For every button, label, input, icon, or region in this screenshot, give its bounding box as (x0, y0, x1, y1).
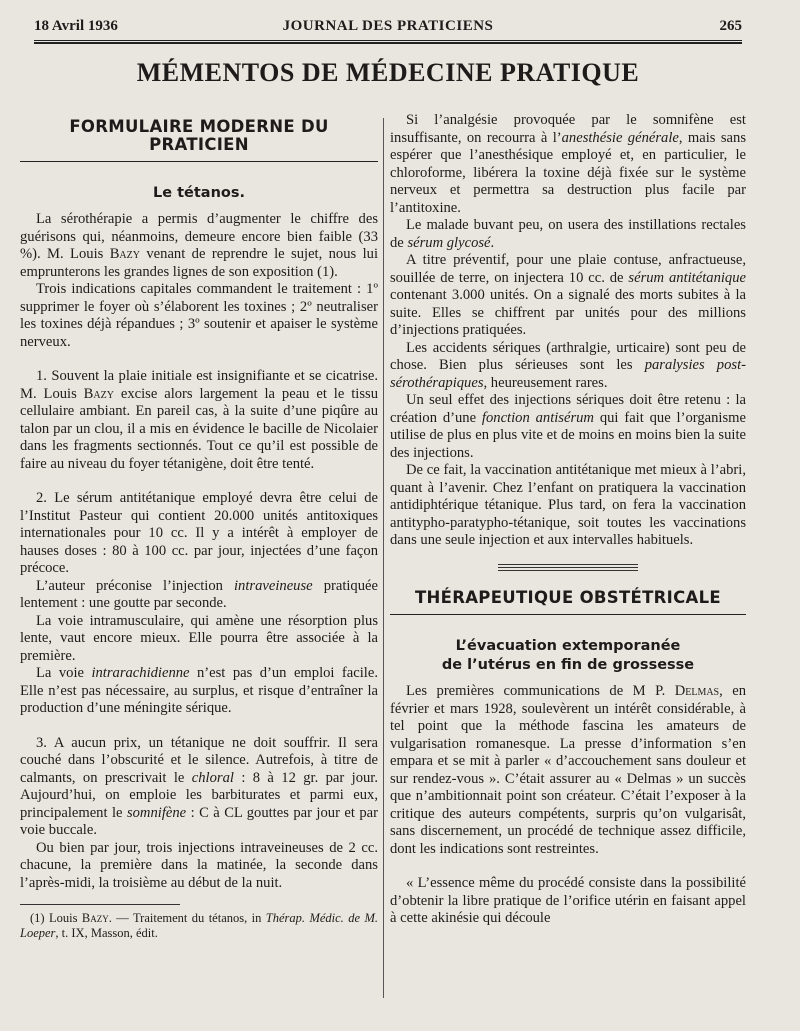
paragraph: Trois indications capitales commandent le traitement : 1º supprimer le foyer où s’élaborent les toxines ; 2º neutraliser les toxines déjà répandues ; 3º soutenir et apaiser le système nerveux. (20, 281, 378, 350)
paragraph: De ce fait, la vaccination antitétanique met mieux à l’abri, quant à l’avenir. Chez l’enfant on pratiquera la vaccination antidiphtérique tétanique. Plus tard, on fera la vaccination antitypho-paratypho-tétanique, soit toutes les vaccinations dans une seule injection et aux intervalles habituels. (390, 462, 746, 548)
paragraph: Les accidents sériques (arthralgie, urticaire) sont peu de chose. Bien plus sérieuses sont les paralysies post-sérothérapiques, heureusement rares. (390, 339, 746, 391)
paragraph: « L’essence même du procédé consiste dans la possibilité d’obtenir la libre pratique de l’orifice utérin en faisant appel à cette akinésie qui découle (390, 875, 746, 926)
paragraph: Ou bien par jour, trois injections intraveineuses de 2 cc. chacune, la première dans la matinée, la seconde dans l’après-midi, la troisième au début de la nuit. (20, 839, 378, 891)
section-heading-obstetricale: THÉRAPEUTIQUE OBSTÉTRICALE (415, 587, 721, 607)
column-divider (383, 118, 384, 998)
header-rule-thick (34, 42, 742, 44)
paragraph: Si l’analgésie provoquée par le somnifène est insuffisante, on recourra à l’anesthésie générale, mais sans espérer que l’anesthésique employé et, en particulier, le chloroforme, libérera la toxine déjà fixée sur le système nerveux et permettra sa destruction plus facile par l’antitoxine. (390, 112, 746, 216)
paragraph: La voie intramusculaire, qui amène une résorption plus lente, vaut encore mieux. Elle pourra être associée à la première. (20, 612, 378, 664)
header-rule (34, 40, 742, 41)
paragraph: La voie intrarachidienne n’est pas d’un emploi facile. Elle n’est pas nécessaire, au surplus, et risque d’entraîner la production d’une méningite sérique. (20, 665, 378, 716)
paragraph: 2. Le sérum antitétanique employé devra être celui de l’Institut Pasteur qui contient 20.000 unités antitoxiques internationales pour 10 cc. Il y a intérêt à employer de hauses doses : 80 à 100 cc. par jour, injectées d’une façon précoce. (20, 490, 378, 576)
paragraph: A titre préventif, pour une plaie contuse, anfractueuse, souillée de terre, on injectera 10 cc. de sérum antitétanique contenant 3.000 unités. On a signalé des morts subites à la suite. Elles se chiffrent par unités pour des millions d’injections pratiquées. (390, 252, 746, 338)
issue-date: 18 Avril 1936 (34, 18, 118, 34)
footnote-rule (20, 904, 180, 905)
left-column (20, 112, 378, 941)
section-rule (390, 614, 746, 615)
paragraph: Les premières communications de M P. Delmas, en février et mars 1928, soulevèrent un intérêt considérable, à tel point que la méthode fascina les amateurs de vulgarisation romanesque. La presse d’information s’en empara et se mit à parler « d’accouchement sans douleur et sur rendez-vous ». C’était assurer au « Delmas » un succès que n’ambitionnait point son créateur. C’était l’exposer à la critique des auteurs compétents, surpris qu’on vulgarisât, sans discernement, un procédé de technique assez difficile, dont les indications sont restreintes. (390, 683, 746, 857)
paragraph: 3. A aucun prix, un tétanique ne doit souffrir. Il sera couché dans l’obscurité et le silence. Autrefois, à titre de calmants, on prescrivait le chloral : 8 à 12 gr. par jour. Aujourd’hui, on emploie les barbiturates et parmi eux, principalement le somnifène : C à CL gouttes par jour et par voie buccale. (20, 734, 379, 838)
section-heading-formulaire: FORMULAIRE MODERNE DU PRATICIEN (69, 117, 329, 154)
section-rule (20, 161, 378, 162)
paragraph: Le malade buvant peu, on usera des instillations rectales de sérum glycosé. (390, 217, 746, 251)
paragraph: 1. Souvent la plaie initiale est insignifiante et se cicatrise. M. Louis Bazy excise alors largement la peau et le tissu cellulaire ambiant. En pareil cas, à la suite d’une piqûre au talon par un clou, il a mis en évidence le bacille de Nicolaier dans les fragments sectionnés. Tout ce qu’il est possible de faire au niveau du foyer tétanigène, doit être tenté. (20, 368, 378, 472)
journal-title: JOURNAL DES PRATICIENS (282, 18, 494, 34)
paragraph: L’auteur préconise l’injection intraveineuse pratiquée lentement : une goutte par seconde. (20, 577, 378, 611)
page-title: MÉMENTOS DE MÉDECINE PRATIQUE (136, 58, 640, 87)
section-separator (498, 564, 638, 571)
paragraph: La sérothérapie a permis d’augmenter le chiffre des guérisons qui, néanmoins, demeure encore bien faible (33 %). M. Louis Bazy venant de reprendre le sujet, nous lui emprunterons les grandes lignes de son exposition (1). (20, 211, 378, 280)
right-column (390, 112, 746, 928)
running-head (34, 18, 742, 40)
article-subtitle-tetanos: Le tétanos. (152, 185, 246, 201)
page-number: 265 (719, 18, 742, 34)
footnote: (1) Louis Bazy. — Traitement du tétanos, in Thérap. Médic. de M. Loeper, t. IX, Masson, édit. (20, 911, 378, 940)
paragraph: Un seul effet des injections sériques doit être retenu : la création d’une fonction antisérum qui fait que l’organisme utilise de plus en plus vite et de moins en moins bien la suite des injections. (390, 392, 746, 461)
article-subtitle-evacuation: L’évacuation extemporanée de l’utérus en fin de grossesse (441, 638, 695, 673)
